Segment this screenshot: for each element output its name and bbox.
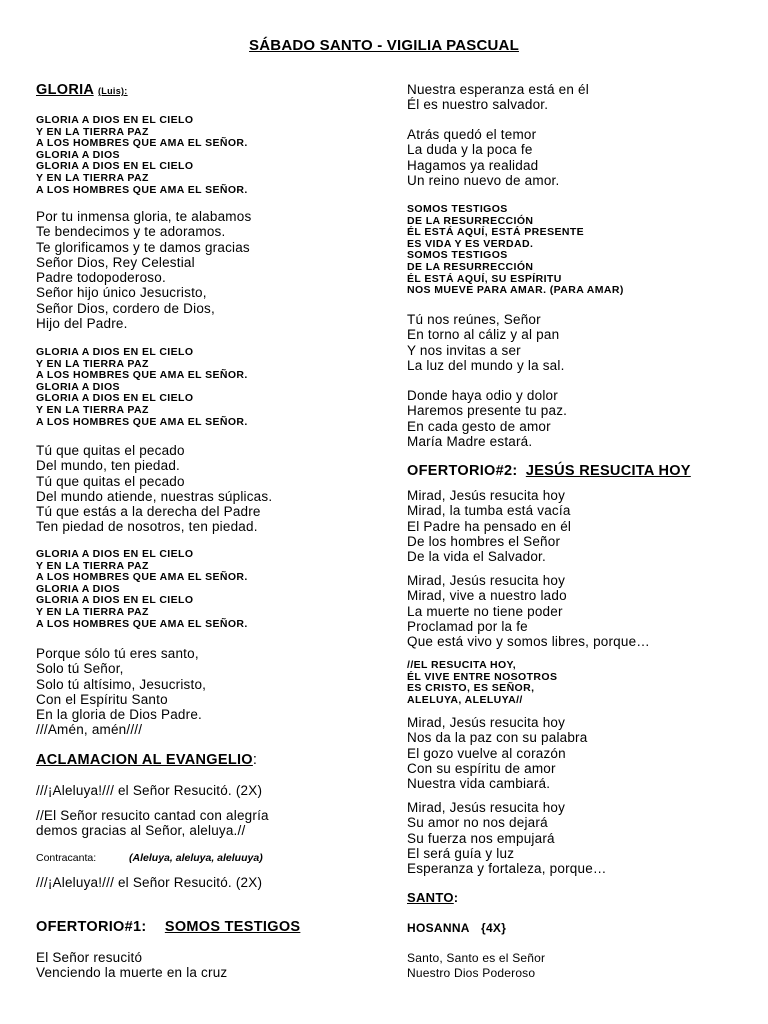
verse-line: El gozo vuelve al corazón bbox=[407, 745, 566, 761]
ofertorio1-verse bbox=[36, 950, 227, 981]
chorus-line: GLORIA A DIOS bbox=[36, 380, 120, 393]
verse-line: De los hombres el Señor bbox=[407, 533, 561, 549]
chorus-line: A LOS HOMBRES QUE AMA EL SEÑOR. bbox=[36, 137, 248, 150]
verse-line: La duda y la poca fe bbox=[407, 142, 533, 158]
verse-line: Y nos invitas a ser bbox=[407, 342, 521, 358]
verse-line: ///Amén, amén//// bbox=[36, 722, 143, 738]
chorus-line: A LOS HOMBRES QUE AMA EL SEÑOR. bbox=[36, 183, 248, 196]
verse-line: //El Señor resucito cantad con alegría bbox=[36, 808, 269, 823]
contracanta-text: (Aleluya, aleluya, aleluuya) bbox=[129, 852, 263, 864]
verse-f bbox=[407, 573, 650, 649]
verse-line: La muerte no tiene poder bbox=[407, 603, 563, 619]
verse-line: Nos da la paz con su palabra bbox=[407, 730, 588, 746]
chorus-line: DE LA RESURRECCIÓN bbox=[407, 260, 534, 273]
verse-line: Ten piedad de nosotros, ten piedad. bbox=[36, 519, 258, 535]
verse-line: Solo tú altísimo, Jesucristo, bbox=[36, 676, 207, 692]
chorus-line: A LOS HOMBRES QUE AMA EL SEÑOR. bbox=[36, 415, 248, 428]
chorus-line: ALELUYA, ALELUYA// bbox=[407, 693, 523, 706]
chorus-line: Y EN LA TIERRA PAZ bbox=[36, 357, 149, 370]
gloria-verse-1 bbox=[36, 209, 251, 331]
gloria-chorus-1 bbox=[36, 115, 248, 196]
verse-line: Mirad, Jesús resucita hoy bbox=[407, 573, 566, 588]
verse-line: En cada gesto de amor bbox=[407, 418, 551, 434]
chorus-line: Y EN LA TIERRA PAZ bbox=[36, 125, 149, 138]
verse-line: El Padre ha pensado en él bbox=[407, 518, 572, 534]
aclamacion-colon: : bbox=[252, 752, 258, 768]
alegria-verse bbox=[36, 808, 269, 839]
ofertorio2-heading bbox=[407, 463, 691, 479]
chorus-line: SOMOS TESTIGOS bbox=[407, 249, 508, 262]
verse-line: Porque sólo tú eres santo, bbox=[36, 646, 199, 661]
verse-line: Con el Espíritu Santo bbox=[36, 691, 168, 707]
verse-line: demos gracias al Señor, aleluya.// bbox=[36, 823, 246, 839]
ofertorio1-heading bbox=[36, 919, 300, 935]
chorus-line: GLORIA A DIOS bbox=[36, 582, 120, 595]
verse-line: La luz del mundo y la sal. bbox=[407, 357, 565, 373]
verse-line: Atrás quedó el temor bbox=[407, 127, 537, 142]
verse-line: En la gloria de Dios Padre. bbox=[36, 707, 202, 723]
verse-line: Señor Dios, cordero de Dios, bbox=[36, 300, 215, 316]
verse-line: María Madre estará. bbox=[407, 433, 533, 449]
verse-line: Venciendo la muerte en la cruz bbox=[36, 965, 228, 981]
chorus-line: NOS MUEVE PARA AMAR. (PARA AMAR) bbox=[407, 284, 624, 297]
verse-line: Nuestra esperanza está en él bbox=[407, 82, 589, 97]
resucita-chorus bbox=[407, 660, 557, 706]
ofertorio1-prefix: OFERTORIO#1: bbox=[36, 919, 147, 935]
chorus-line: ES VIDA Y ES VERDAD. bbox=[407, 237, 534, 250]
chorus-line: ÉL VIVE ENTRE NOSOTROS bbox=[407, 670, 558, 683]
verse-line: Con su espíritu de amor bbox=[407, 760, 556, 776]
chorus-line: GLORIA A DIOS EN EL CIELO bbox=[36, 160, 194, 173]
verse-g bbox=[407, 715, 587, 791]
chorus-line: GLORIA A DIOS EN EL CIELO bbox=[36, 114, 194, 126]
verse-line: Donde haya odio y dolor bbox=[407, 388, 558, 403]
verse-line: De la vida el Salvador. bbox=[407, 549, 546, 565]
santo-heading bbox=[407, 890, 458, 905]
chorus-line: A LOS HOMBRES QUE AMA EL SEÑOR. bbox=[36, 571, 248, 584]
chorus-line: SOMOS TESTIGOS bbox=[407, 203, 508, 215]
chorus-line: ES CRISTO, ES SEÑOR, bbox=[407, 682, 535, 695]
ofertorio1-title: SOMOS TESTIGOS bbox=[164, 919, 301, 935]
santo-verse bbox=[407, 951, 545, 981]
chorus-line: ÉL ESTÁ AQUÍ, SU ESPÍRITU bbox=[407, 272, 562, 285]
chorus-line: GLORIA A DIOS bbox=[36, 148, 120, 161]
chorus-line: GLORIA A DIOS EN EL CIELO bbox=[36, 392, 194, 405]
verse-line: Del mundo, ten piedad. bbox=[36, 458, 180, 474]
verse-line: Señor Dios, Rey Celestial bbox=[36, 254, 195, 270]
gloria-chorus-3 bbox=[36, 549, 248, 630]
chorus-line: Y EN LA TIERRA PAZ bbox=[36, 403, 149, 416]
verse-line: Su fuerza nos empujará bbox=[407, 830, 555, 846]
hosanna-heading bbox=[407, 921, 506, 935]
aleluya-line-2: ///¡Aleluya!/// el Señor Resucitó. (2X) bbox=[36, 875, 263, 890]
chorus-line: ÉL ESTÁ AQUÍ, ESTÁ PRESENTE bbox=[407, 226, 585, 239]
santo-title: SANTO bbox=[407, 890, 454, 905]
verse-line: Nuestra vida cambiará. bbox=[407, 776, 551, 792]
chorus-line: //EL RESUCITA HOY, bbox=[407, 659, 517, 671]
gloria-verse-3 bbox=[36, 646, 206, 738]
verse-line: Señor hijo único Jesucristo, bbox=[36, 285, 207, 301]
verse-line: Mirad, Jesús resucita hoy bbox=[407, 715, 566, 730]
verse-line: El será guía y luz bbox=[407, 845, 515, 861]
gloria-heading bbox=[36, 82, 128, 98]
verse-line: Proclamad por la fe bbox=[407, 618, 528, 634]
verse-a bbox=[407, 82, 589, 113]
ofertorio2-prefix: OFERTORIO#2: bbox=[407, 463, 518, 479]
verse-line: Tú que estás a la derecha del Padre bbox=[36, 504, 261, 520]
chorus-line: GLORIA A DIOS EN EL CIELO bbox=[36, 346, 194, 358]
chorus-line: Y EN LA TIERRA PAZ bbox=[36, 171, 149, 184]
verse-h bbox=[407, 800, 607, 876]
contracanta-label: Contracanta: bbox=[36, 852, 97, 864]
verse-line: Solo tú Señor, bbox=[36, 661, 124, 677]
verse-line: Mirad, Jesús resucita hoy bbox=[407, 800, 566, 815]
gloria-title: GLORIA bbox=[36, 82, 94, 98]
verse-line: Él es nuestro salvador. bbox=[407, 97, 549, 113]
verse-e bbox=[407, 488, 571, 564]
verse-c bbox=[407, 312, 565, 373]
verse-line: Hijo del Padre. bbox=[36, 316, 128, 332]
verse-line: En torno al cáliz y al pan bbox=[407, 327, 560, 343]
verse-line: Te glorificamos y te damos gracias bbox=[36, 239, 250, 255]
chorus-line: DE LA RESURRECCIÓN bbox=[407, 214, 534, 227]
testigos-chorus bbox=[407, 204, 624, 297]
verse-line: Mirad, vive a nuestro lado bbox=[407, 588, 567, 604]
verse-line: Tú que quitas el pecado bbox=[36, 443, 185, 458]
verse-line: Padre todopoderoso. bbox=[36, 270, 166, 286]
verse-line: Tú nos reúnes, Señor bbox=[407, 312, 541, 327]
chorus-line: GLORIA A DIOS EN EL CIELO bbox=[36, 594, 194, 607]
verse-line: Esperanza y fortaleza, porque… bbox=[407, 861, 607, 877]
verse-line: Mirad, Jesús resucita hoy bbox=[407, 488, 566, 503]
aclamacion-title: ACLAMACION AL EVANGELIO bbox=[36, 752, 253, 768]
verse-line: Santo, Santo es el Señor bbox=[407, 951, 546, 965]
verse-line: Tú que quitas el pecado bbox=[36, 473, 185, 489]
verse-line: Su amor no nos dejará bbox=[407, 815, 548, 831]
chorus-line: A LOS HOMBRES QUE AMA EL SEÑOR. bbox=[36, 617, 248, 630]
chorus-line: GLORIA A DIOS EN EL CIELO bbox=[36, 548, 194, 560]
aclamacion-heading bbox=[36, 752, 257, 768]
verse-line: Mirad, la tumba está vacía bbox=[407, 503, 571, 519]
santo-colon: : bbox=[453, 890, 459, 905]
verse-line: Te bendecimos y te adoramos. bbox=[36, 224, 226, 240]
verse-line: Hagamos ya realidad bbox=[407, 157, 539, 173]
ofertorio2-title: JESÚS RESUCITA HOY bbox=[525, 463, 691, 479]
chorus-line: Y EN LA TIERRA PAZ bbox=[36, 559, 149, 572]
verse-b bbox=[407, 127, 559, 188]
page-title: SÁBADO SANTO - VIGILIA PASCUAL bbox=[249, 37, 519, 54]
verse-line: El Señor resucitó bbox=[36, 950, 143, 965]
gloria-chorus-2 bbox=[36, 347, 248, 428]
verse-line: Nuestro Dios Poderoso bbox=[407, 966, 536, 980]
chorus-line: A LOS HOMBRES QUE AMA EL SEÑOR. bbox=[36, 369, 248, 382]
verse-line: Haremos presente tu paz. bbox=[407, 403, 568, 419]
gloria-author: (Luis): bbox=[98, 86, 128, 96]
chorus-line: Y EN LA TIERRA PAZ bbox=[36, 605, 149, 618]
contracanta bbox=[36, 852, 263, 864]
verse-line: Por tu inmensa gloria, te alabamos bbox=[36, 209, 252, 224]
verse-line: Que está vivo y somos libres, porque… bbox=[407, 634, 651, 650]
hosanna-label: HOSANNA bbox=[407, 921, 470, 935]
verse-line: Un reino nuevo de amor. bbox=[407, 172, 560, 188]
verse-d bbox=[407, 388, 567, 449]
gloria-verse-2 bbox=[36, 443, 272, 535]
verse-line: Del mundo atiende, nuestras súplicas. bbox=[36, 488, 273, 504]
aleluya-line: ///¡Aleluya!/// el Señor Resucitó. (2X) bbox=[36, 783, 263, 798]
hosanna-count: {4X} bbox=[480, 921, 507, 935]
